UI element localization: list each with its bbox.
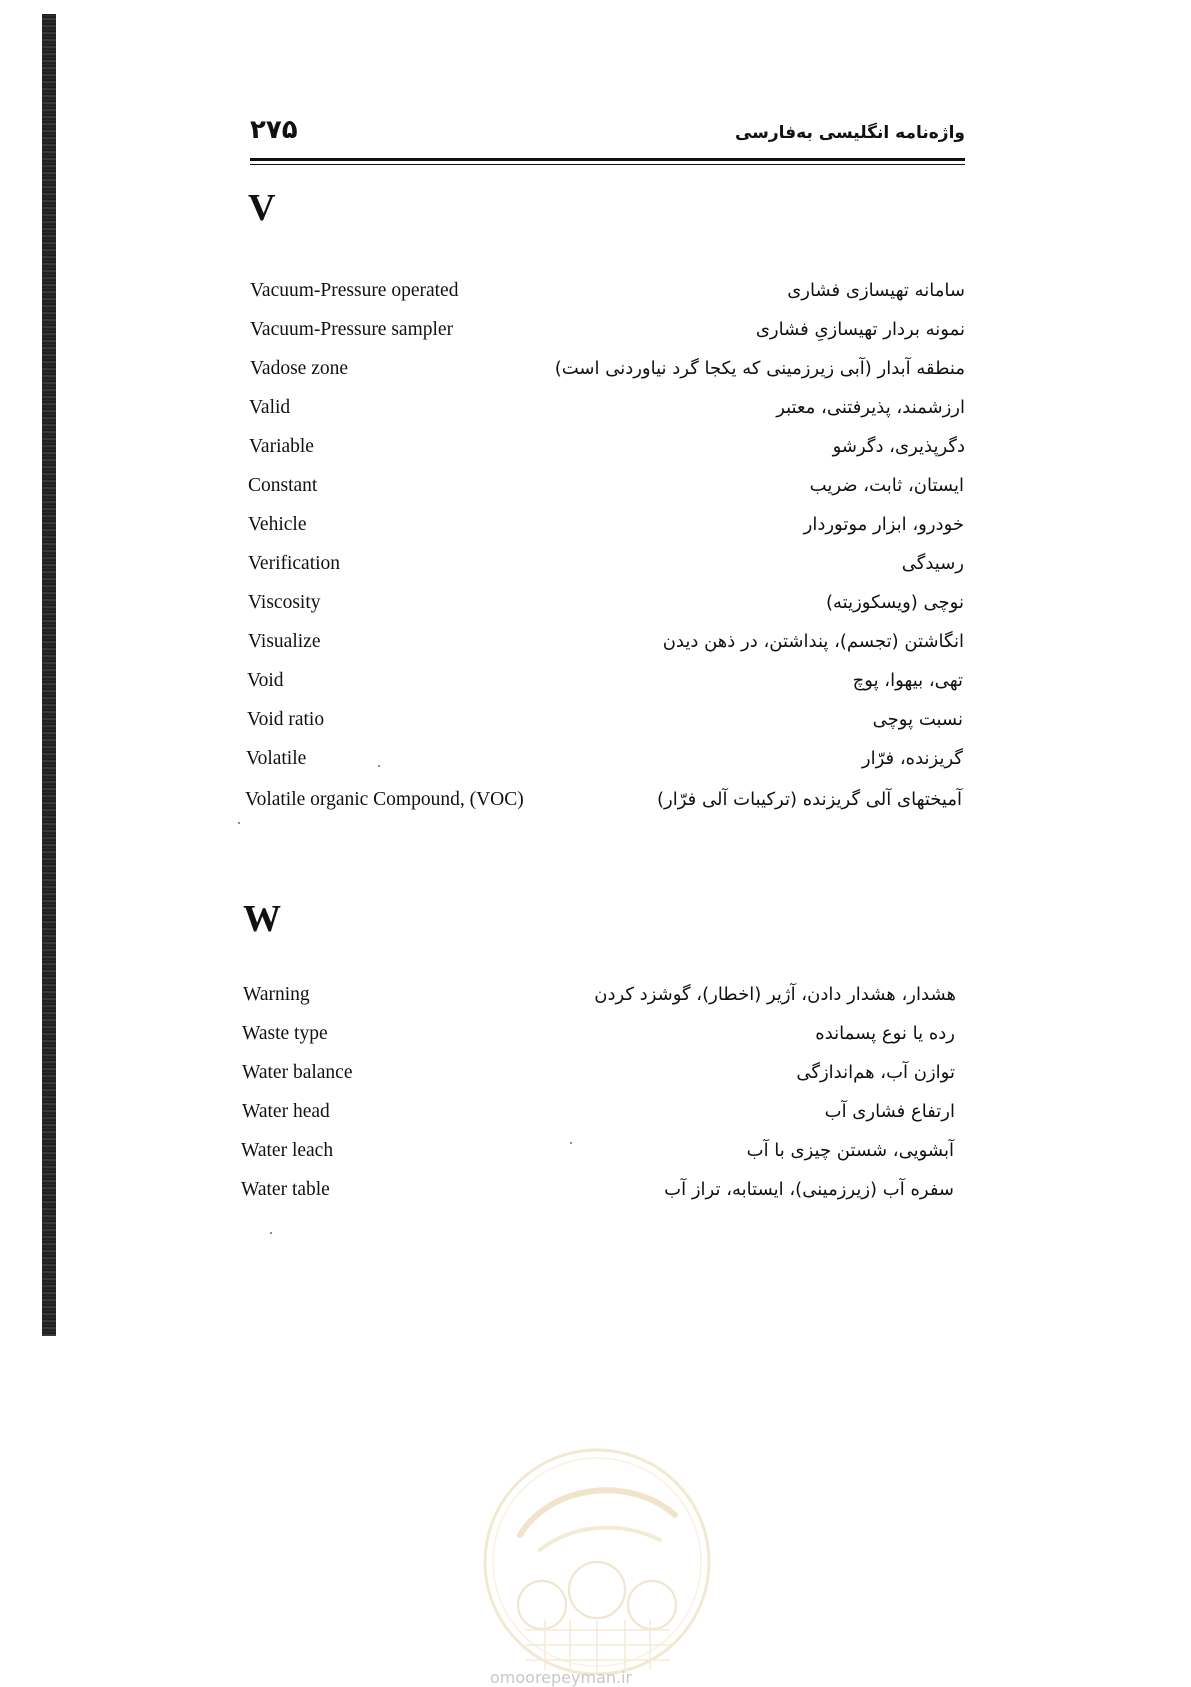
entry-english: Void ratio — [247, 709, 325, 730]
entry-persian: خودرو، ابزار موتوردار — [803, 514, 964, 535]
entry-english: Water head — [242, 1101, 330, 1122]
glossary-entry — [0, 358, 1191, 388]
scan-speck — [570, 1142, 572, 1144]
entry-persian: ارزشمند، پذیرفتنی، معتبر — [776, 397, 965, 418]
entry-persian: رسیدگی — [901, 553, 964, 574]
glossary-entry — [0, 789, 1191, 819]
entry-english: Vehicle — [248, 514, 307, 535]
running-title: واژه‌نامه انگلیسی به‌فارسی — [734, 123, 965, 143]
glossary-entry — [0, 1179, 1191, 1209]
entry-persian: ایستان، ثابت، ضریب — [809, 475, 964, 496]
entry-english: Volatile — [246, 748, 307, 769]
entry-persian: هشدار، هشدار دادن، آژیر (اخطار)، گوشزد کردن — [594, 984, 956, 1005]
entry-english: Volatile organic Compound, (VOC) — [245, 789, 524, 810]
glossary-entry — [0, 1023, 1191, 1053]
glossary-entry — [0, 631, 1191, 661]
entry-persian: آبشویی، شستن چیزی با آب — [746, 1140, 954, 1161]
entry-english: Waste type — [242, 1023, 328, 1044]
entry-english: Vadose zone — [250, 358, 349, 379]
glossary-entry — [0, 670, 1191, 700]
entry-persian: دگرپذیری، دگرشو — [832, 436, 965, 457]
glossary-entry — [0, 1101, 1191, 1131]
scan-speck — [238, 822, 240, 824]
entry-persian: سامانه تهیسازی فشاری — [787, 280, 965, 301]
glossary-entry — [0, 436, 1191, 466]
header-rule — [250, 158, 965, 161]
entry-english: Valid — [249, 397, 291, 418]
entry-persian: انگاشتن (تجسم)، پنداشتن، در ذهن دیدن — [662, 631, 964, 652]
entry-english: Vacuum-Pressure operated — [250, 280, 459, 301]
entry-english: Water leach — [241, 1140, 334, 1161]
glossary-entry — [0, 1140, 1191, 1170]
scan-speck — [270, 1232, 272, 1234]
watermark-seal-logo — [480, 1445, 715, 1680]
entry-persian: تهی، بیهوا، پوچ — [852, 670, 963, 691]
entry-english: Void — [247, 670, 284, 691]
glossary-entry — [0, 709, 1191, 739]
entry-english: Constant — [248, 475, 318, 496]
entry-persian: توازن آب، هم‌اندازگی — [796, 1062, 955, 1083]
entry-persian: منطقه آبدار (آبی زیرزمینی که یکجا گرد نیاوردنی است) — [554, 358, 965, 379]
glossary-entry — [0, 592, 1191, 622]
glossary-entry — [0, 984, 1191, 1014]
entry-english: Warning — [243, 984, 310, 1005]
entry-english: Water balance — [242, 1062, 353, 1083]
entry-persian: سفره آب (زیرزمینی)، ایستابه، تراز آب — [664, 1179, 954, 1200]
glossary-entry — [0, 748, 1191, 778]
glossary-entry — [0, 514, 1191, 544]
entry-english: Vacuum-Pressure sampler — [250, 319, 454, 340]
entry-english: Water table — [241, 1179, 330, 1200]
entry-persian: آمیختهای آلی گریزنده (ترکیبات آلی فرّار) — [657, 789, 962, 810]
glossary-entry — [0, 397, 1191, 427]
section-letter-v: V — [248, 187, 276, 229]
entry-persian: ارتفاع فشاری آب — [824, 1101, 955, 1122]
entry-persian: رده یا نوع پسمانده — [815, 1023, 955, 1044]
entry-persian: گریزنده، فرّار — [861, 748, 963, 769]
section-letter-w: W — [243, 898, 281, 940]
entry-english: Visualize — [248, 631, 321, 652]
glossary-entry — [0, 280, 1191, 310]
glossary-entry — [0, 319, 1191, 349]
glossary-entry — [0, 475, 1191, 505]
entry-english: Variable — [249, 436, 314, 457]
entry-persian: نسبت پوچی — [872, 709, 963, 730]
watermark-url: omoorepeyman.ir — [490, 1668, 633, 1687]
entry-english: Verification — [248, 553, 341, 574]
page-number: ۲۷۵ — [250, 115, 298, 145]
glossary-entry — [0, 553, 1191, 583]
header-rule-thin — [250, 164, 965, 165]
glossary-entry — [0, 1062, 1191, 1092]
entry-persian: نمونه بردار تهیسازیِ فشاری — [755, 319, 965, 340]
entry-english: Viscosity — [248, 592, 321, 613]
entry-persian: نوچی (ویسکوزیته) — [826, 592, 964, 613]
scan-speck — [378, 765, 380, 767]
